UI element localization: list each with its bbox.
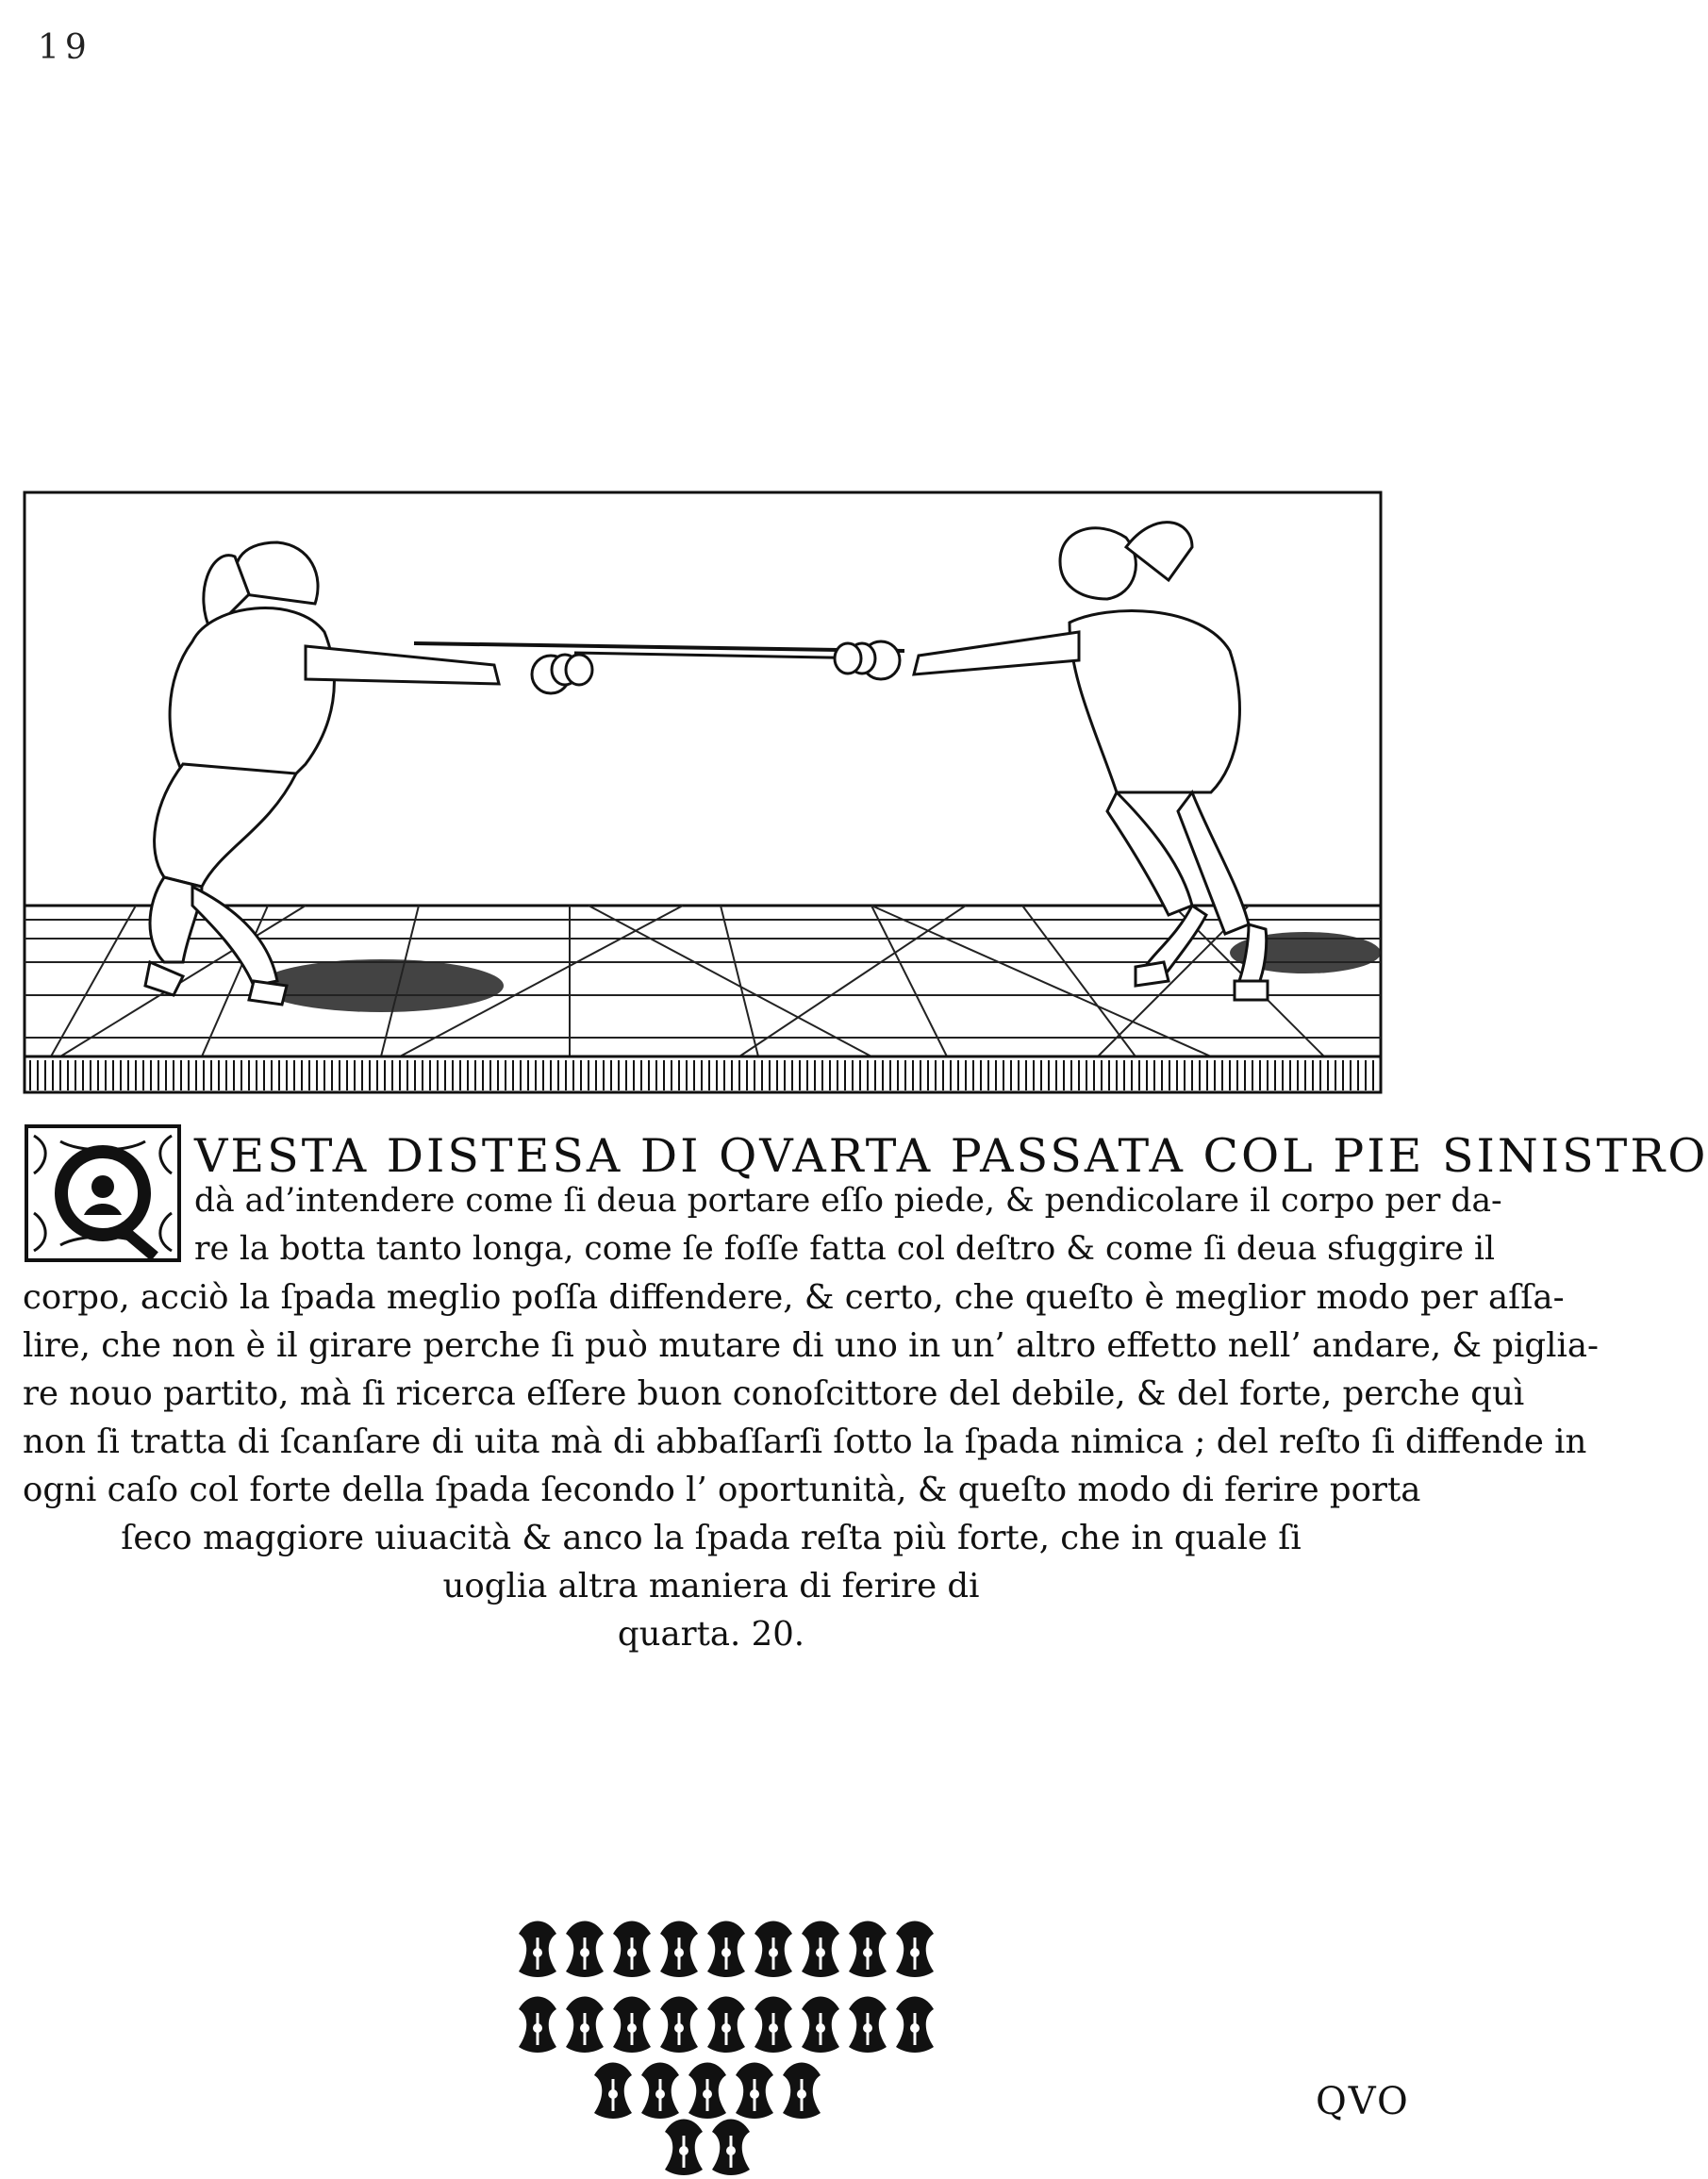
fleuron-tailpiece [509,1905,943,2179]
page-number: 19 [38,28,92,67]
body-line: ſeco maggiore uiuacità & anco la ſpada reſta più forte, che in quale ſi [121,1519,1302,1557]
left-sword [414,643,904,651]
body-line: quarta. 20. [617,1615,805,1654]
fleuron-row-1 [519,1921,934,1978]
body-line: non ſi tratta di ſcanſare di uita mà di abbaſſarſi ſotto la ſpada nimica ; del reſto ſi diffende in [23,1422,1587,1461]
body-line: lire, che non è il girare perche ſi può mutare di uno in un’ altro effetto nell’ andare, & piglia- [23,1326,1599,1365]
indented-paragraph [23,1177,1502,1273]
decorated-initial [23,1123,183,1264]
text-block [23,1123,1708,1658]
fleuron-row-3 [594,2063,821,2120]
right-sword [574,653,876,658]
right-fencer [835,523,1268,1000]
body-line: dà ad’intendere come ſi deua portare eſſo piede, & pendicolare il corpo per da- [194,1182,1502,1220]
fleuron-row-4 [665,2120,750,2176]
fleuron-row-2 [519,1997,934,2054]
body-line: uoglia altra maniera di ferire di [442,1567,980,1605]
full-width-paragraph [23,1273,1599,1514]
left-fencer [145,542,592,1005]
chapter-heading: VESTA DISTESA DI QVARTA PASSATA COL PIE SINISTRO [194,1129,1708,1183]
left-fencer-shadow [258,959,504,1012]
body-line: re nouo partito, mà ſi ricerca eſſere buon conoſcittore del debile, & del forte, perche quì [23,1374,1525,1413]
fencing-plate [23,491,1383,1094]
body-line: re la botta tanto longa, come ſe foſſe fatta col deſtro & come ſi deua sfuggire il [194,1230,1496,1268]
catchword: QVO [1316,2080,1410,2123]
body-line: corpo, acciò la ſpada meglio poſſa diffendere, & certo, che queſto è meglior modo per aſſa- [23,1278,1565,1317]
body-line: ogni caſo col forte della ſpada ſecondo l’ oportunità, & queſto modo di ferire porta [23,1471,1421,1509]
tapered-paragraph-end [23,1514,1400,1658]
